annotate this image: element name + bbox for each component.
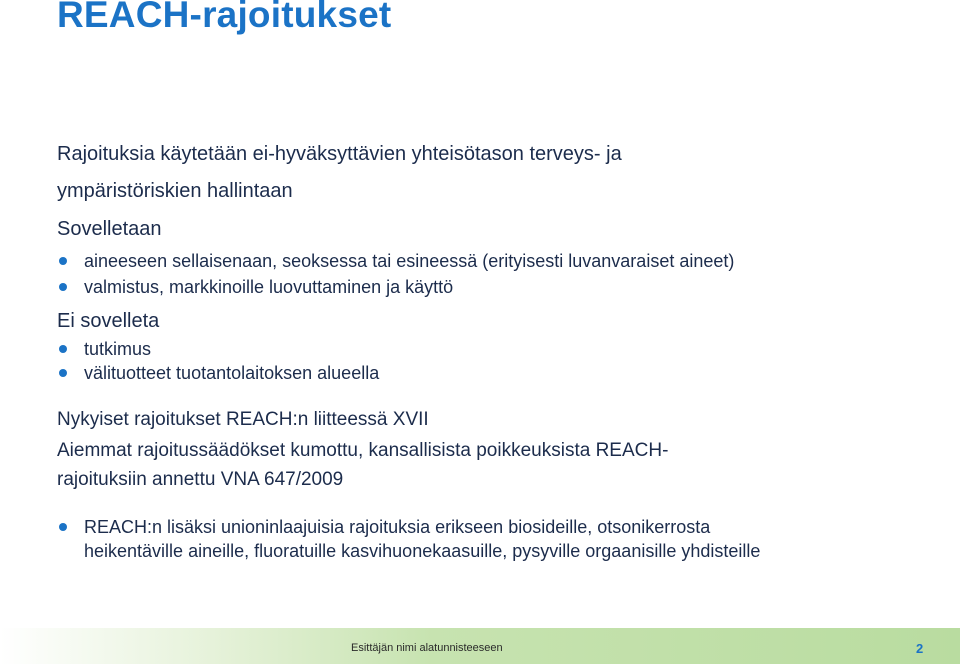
reach-bullet-line-1: REACH:n lisäksi unioninlaajuisia rajoituksia erikseen biosideille, otsonikerrosta	[84, 517, 711, 537]
slide-title: REACH-rajoitukset	[57, 0, 392, 35]
not-applied-item-text: välituotteet tuotantolaitoksen alueella	[84, 363, 380, 383]
bullet-icon	[59, 369, 67, 377]
bullet-icon	[59, 283, 67, 291]
reach-bullet-line-2: heikentäville aineille, fluoratuille kasvihuonekaasuille, pysyville orgaanisille yhdisteille	[84, 541, 761, 561]
applied-heading: Sovelletaan	[57, 218, 162, 240]
current-restrictions: Nykyiset rajoitukset REACH:n liitteessä XVII	[57, 409, 429, 430]
applied-item-text: aineeseen sellaisenaan, seoksessa tai esineessä (erityisesti luvanvaraiset aineet)	[84, 251, 735, 271]
bullet-icon	[59, 345, 67, 353]
page-number: 2	[916, 641, 924, 656]
intro-line-2: ympäristöriskien hallintaan	[57, 180, 293, 202]
previous-line-2: rajoituksiin annettu VNA 647/2009	[57, 469, 344, 490]
not-applied-heading: Ei sovelleta	[57, 310, 160, 332]
previous-line-1: Aiemmat rajoitussäädökset kumottu, kansallisista poikkeuksista REACH-	[57, 440, 669, 461]
bullet-icon	[59, 257, 67, 265]
not-applied-item-text: tutkimus	[84, 339, 152, 359]
bullet-icon	[59, 523, 67, 531]
applied-item-text: valmistus, markkinoille luovuttaminen ja käyttö	[84, 277, 454, 297]
intro-line-1: Rajoituksia käytetään ei-hyväksyttävien yhteisötason terveys- ja	[57, 143, 622, 165]
footer-presenter: Esittäjän nimi alatunnisteeseen	[351, 642, 503, 654]
